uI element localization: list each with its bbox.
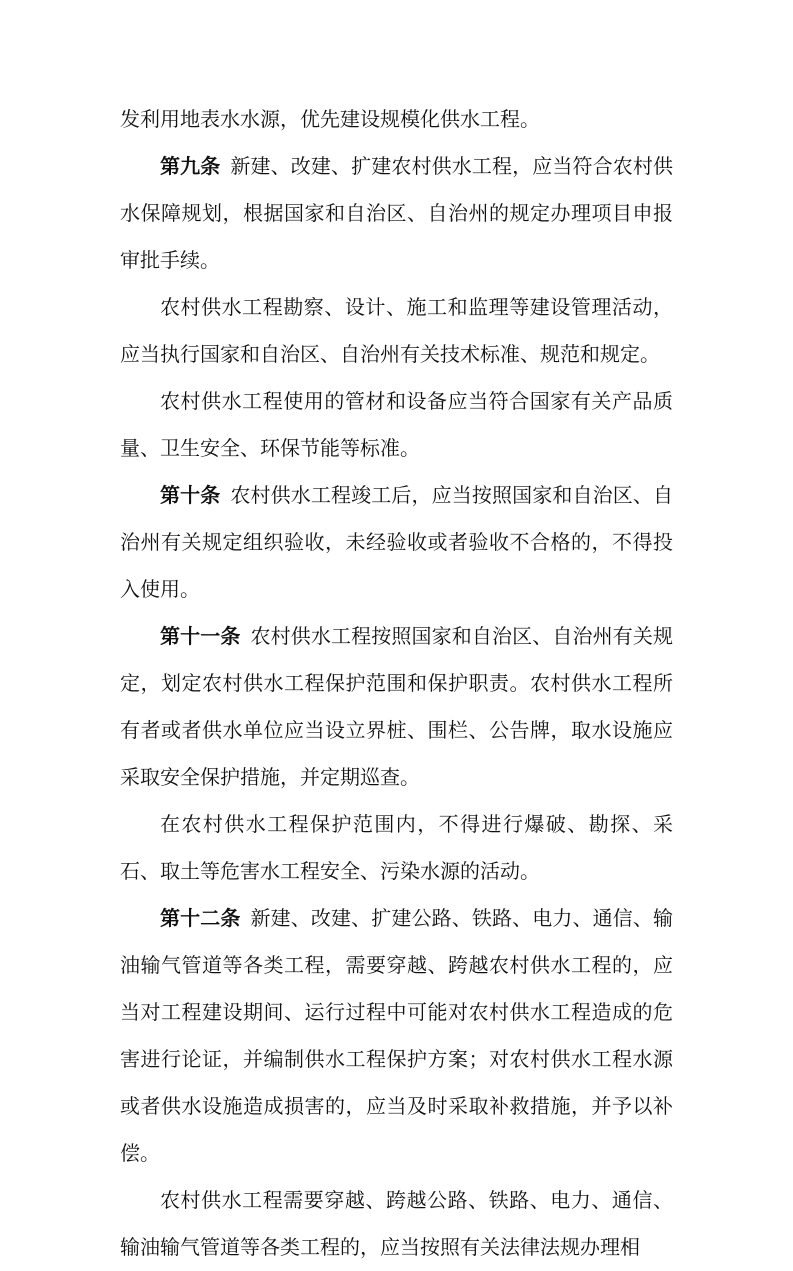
document-body xyxy=(120,96,673,1271)
paragraph-text: 在农村供水工程保护范围内，不得进行爆破、勘探、采石、取土等危害水工程安全、污染水源的活动。 xyxy=(120,812,673,883)
paragraph-1 xyxy=(120,96,673,143)
paragraph-text: 农村供水工程竣工后，应当按照国家和自治区、自治州有关规定组织验收，未经验收或者验收不合格的，不得投入使用。 xyxy=(120,483,673,601)
paragraph-text: 发利用地表水水源，优先建设规模化供水工程。 xyxy=(120,107,540,131)
paragraph-text: 农村供水工程使用的管材和设备应当符合国家有关产品质量、卫生安全、环保节能等标准。 xyxy=(120,389,673,460)
paragraph-text: 农村供水工程需要穿越、跨越公路、铁路、电力、通信、输油输气管道等各类工程的，应当按照有关法律法规办理相 xyxy=(120,1188,673,1259)
paragraph-text: 新建、改建、扩建农村供水工程，应当符合农村供水保障规划，根据国家和自治区、自治州的规定办理项目申报审批手续。 xyxy=(120,154,673,272)
article-11-paragraph xyxy=(120,613,673,801)
article-10-paragraph xyxy=(120,472,673,613)
paragraph-text: 农村供水工程勘察、设计、施工和监理等建设管理活动，应当执行国家和自治区、自治州有关技术标准、规范和规定。 xyxy=(120,295,673,366)
paragraph-7 xyxy=(120,801,673,895)
paragraph-4 xyxy=(120,378,673,472)
paragraph-text: 新建、改建、扩建公路、铁路、电力、通信、输油输气管道等各类工程，需要穿越、跨越农村供水工程的，应当对工程建设期间、运行过程中可能对农村供水工程造成的危害进行论证，并编制供水工程保护方案；对农村供水工程水源或者供水设施造成损害的，应当及时采取补救措施，并予以补偿。 xyxy=(120,906,673,1165)
article-heading: 第十一条 xyxy=(160,624,241,648)
article-heading: 第十条 xyxy=(160,483,221,507)
article-12-paragraph xyxy=(120,895,673,1177)
paragraph-3 xyxy=(120,284,673,378)
paragraph-9 xyxy=(120,1177,673,1271)
paragraph-text: 农村供水工程按照国家和自治区、自治州有关规定，划定农村供水工程保护范围和保护职责。农村供水工程所有者或者供水单位应当设立界桩、围栏、公告牌，取水设施应采取安全保护措施，并定期巡查。 xyxy=(120,624,673,789)
article-heading: 第九条 xyxy=(160,154,221,178)
article-9-paragraph xyxy=(120,143,673,284)
article-heading: 第十二条 xyxy=(160,906,241,930)
